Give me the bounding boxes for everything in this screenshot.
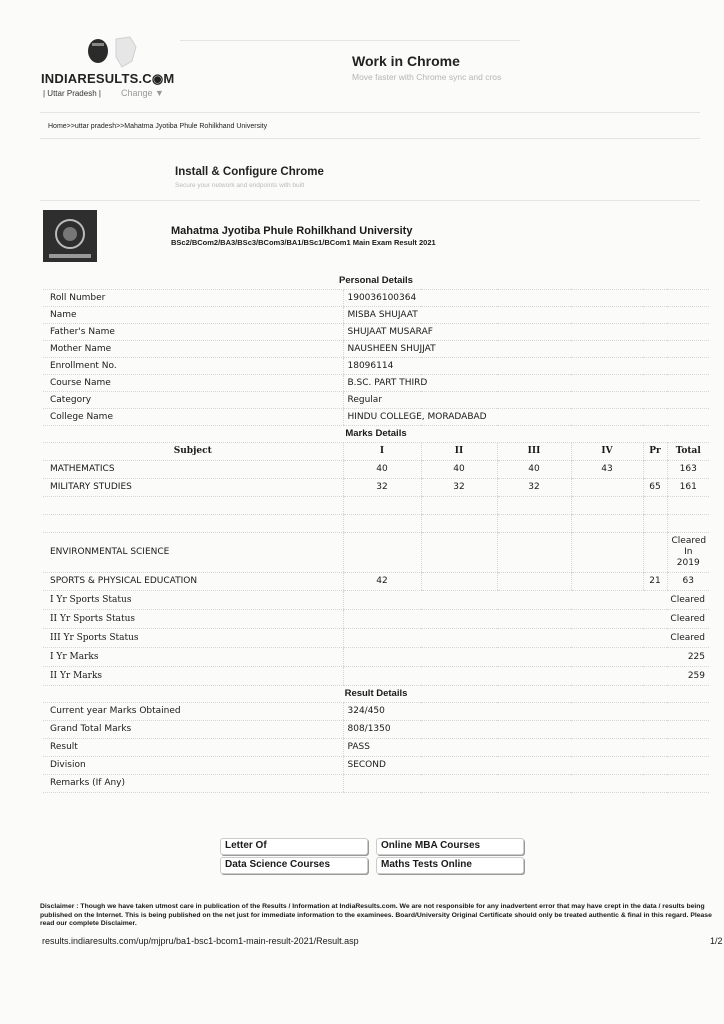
- mark-total: 63: [667, 572, 709, 590]
- table-row: [43, 532, 709, 572]
- row-label: Category: [43, 391, 343, 408]
- summary-value: Cleared: [343, 590, 709, 609]
- summary-label: I Yr Marks: [43, 647, 343, 666]
- personal-row-mother-name: [43, 340, 709, 357]
- row-value: NAUSHEEN SHUJJAT: [343, 340, 709, 357]
- result-label: Remarks (If Any): [43, 774, 343, 792]
- result-label: Grand Total Marks: [43, 720, 343, 738]
- table-row: [43, 590, 709, 609]
- col-i: I: [343, 442, 421, 460]
- mark-i: 42: [343, 572, 421, 590]
- marks-details-heading: Marks Details: [43, 425, 709, 442]
- ad-title[interactable]: Work in Chrome: [352, 53, 460, 69]
- result-label: Result: [43, 738, 343, 756]
- mark-iv: [571, 478, 643, 496]
- personal-row-category: [43, 391, 709, 408]
- col-subject: Subject: [43, 442, 343, 460]
- col-iv: IV: [571, 442, 643, 460]
- university-emblem-icon: [43, 210, 97, 262]
- mark-iii: 32: [497, 478, 571, 496]
- site-logo-text[interactable]: INDIARESULTS.C◉M: [41, 71, 175, 86]
- table-row: [43, 478, 709, 496]
- change-region-link[interactable]: Change ▼: [121, 88, 164, 98]
- personal-row-roll-number: [43, 289, 709, 306]
- region-label: | Uttar Pradesh |: [43, 89, 101, 98]
- row-label: Enrollment No.: [43, 357, 343, 374]
- summary-label: II Yr Sports Status: [43, 609, 343, 628]
- page-number: 1/2: [710, 936, 723, 946]
- mark-iv: 43: [571, 460, 643, 478]
- row-value: B.SC. PART THIRD: [343, 374, 709, 391]
- row-label: Roll Number: [43, 289, 343, 306]
- mark-total: 161: [667, 478, 709, 496]
- row-value: Regular: [343, 391, 709, 408]
- table-row: [43, 609, 709, 628]
- col-iii: III: [497, 442, 571, 460]
- result-row: [43, 738, 709, 756]
- result-label: Current year Marks Obtained: [43, 702, 343, 720]
- row-value: SHUJAAT MUSARAF: [343, 323, 709, 340]
- summary-label: I Yr Sports Status: [43, 590, 343, 609]
- mark-iii: 40: [497, 460, 571, 478]
- divider: [40, 138, 700, 139]
- row-label: College Name: [43, 408, 343, 425]
- summary-value: 225: [343, 647, 709, 666]
- personal-row-enrollment: [43, 357, 709, 374]
- row-label: Name: [43, 306, 343, 323]
- indiaresults-logo-icon: [86, 33, 146, 73]
- row-value: HINDU COLLEGE, MORADABAD: [343, 408, 709, 425]
- divider: [180, 40, 520, 41]
- col-total: Total: [667, 442, 709, 460]
- link-data-science-courses[interactable]: Data Science Courses: [220, 857, 368, 874]
- summary-label: III Yr Sports Status: [43, 628, 343, 647]
- university-name: Mahatma Jyotiba Phule Rohilkhand University: [171, 225, 413, 237]
- env-total-cell: [667, 532, 709, 572]
- personal-row-course: [43, 374, 709, 391]
- table-row: [43, 647, 709, 666]
- divider: [40, 112, 700, 113]
- result-value: 324/450: [343, 702, 709, 720]
- page-url: results.indiaresults.com/up/mjpru/ba1-bsc1-bcom1-main-result-2021/Result.asp: [42, 936, 359, 946]
- env-status-line: 2019: [676, 557, 700, 568]
- result-details-heading: Result Details: [43, 685, 709, 702]
- install-ad-title[interactable]: Install & Configure Chrome: [175, 166, 324, 178]
- row-value: MISBA SHUJAAT: [343, 306, 709, 323]
- mark-pr: 65: [643, 478, 667, 496]
- table-row: [43, 572, 709, 590]
- mark-total: 163: [667, 460, 709, 478]
- mark-ii: 32: [421, 478, 497, 496]
- row-value: 190036100364: [343, 289, 709, 306]
- env-status-line: In: [684, 546, 693, 557]
- result-value: PASS: [343, 738, 709, 756]
- col-ii: II: [421, 442, 497, 460]
- empty-row: [43, 514, 709, 532]
- result-row: [43, 702, 709, 720]
- empty-row: [43, 496, 709, 514]
- mark-i: 32: [343, 478, 421, 496]
- ad-subtitle[interactable]: Move faster with Chrome sync and cros: [352, 72, 502, 82]
- marks-header-row: [43, 442, 709, 460]
- row-label: Mother Name: [43, 340, 343, 357]
- personal-details-heading: Personal Details: [43, 272, 709, 289]
- summary-label: II Yr Marks: [43, 666, 343, 685]
- subject-name: ENVIRONMENTAL SCIENCE: [43, 532, 343, 572]
- table-row: [43, 460, 709, 478]
- result-value: [343, 774, 709, 792]
- divider: [40, 200, 700, 201]
- result-row: [43, 720, 709, 738]
- result-label: Division: [43, 756, 343, 774]
- subject-name: MILITARY STUDIES: [43, 478, 343, 496]
- subject-name: MATHEMATICS: [43, 460, 343, 478]
- summary-value: Cleared: [343, 628, 709, 647]
- install-ad-subtitle[interactable]: Secure your network and endpoints with built: [175, 182, 305, 189]
- exam-title: BSc2/BCom2/BA3/BSc3/BCom3/BA1/BSc1/BCom1 Main Exam Result 2021: [171, 238, 436, 247]
- mark-pr: 21: [643, 572, 667, 590]
- row-label: Father's Name: [43, 323, 343, 340]
- result-value: SECOND: [343, 756, 709, 774]
- link-maths-tests-online[interactable]: Maths Tests Online: [376, 857, 524, 874]
- mark-i: 40: [343, 460, 421, 478]
- row-value: 18096114: [343, 357, 709, 374]
- link-letter-of[interactable]: Letter Of: [220, 838, 368, 855]
- mark-ii: 40: [421, 460, 497, 478]
- subject-name: SPORTS & PHYSICAL EDUCATION: [43, 572, 343, 590]
- breadcrumb[interactable]: Home>>uttar pradesh>>Mahatma Jyotiba Phule Rohilkhand University: [48, 123, 268, 130]
- personal-row-college: [43, 408, 709, 425]
- result-row: [43, 756, 709, 774]
- result-table: [43, 272, 709, 793]
- col-pr: Pr: [643, 442, 667, 460]
- table-row: [43, 628, 709, 647]
- table-row: [43, 666, 709, 685]
- env-status-line: Cleared: [671, 535, 707, 546]
- row-label: Course Name: [43, 374, 343, 391]
- mark-pr: [643, 460, 667, 478]
- personal-row-father-name: [43, 323, 709, 340]
- result-value: 808/1350: [343, 720, 709, 738]
- link-online-mba-courses[interactable]: Online MBA Courses: [376, 838, 524, 855]
- summary-value: 259: [343, 666, 709, 685]
- result-row: [43, 774, 709, 792]
- disclaimer-text: Disclaimer : Though we have taken utmost care in publication of the Results / Information at IndiaResults.com. We are not responsible for any inadvertent error that may have crept in the data / results being published on the Internet. This is being published on the net just for immediate information to the examinees. Board/University Original Certificate should only be treated authentic & final in this regard. Please read our complete Disclaimer.: [40, 903, 712, 927]
- personal-row-name: [43, 306, 709, 323]
- summary-value: Cleared: [343, 609, 709, 628]
